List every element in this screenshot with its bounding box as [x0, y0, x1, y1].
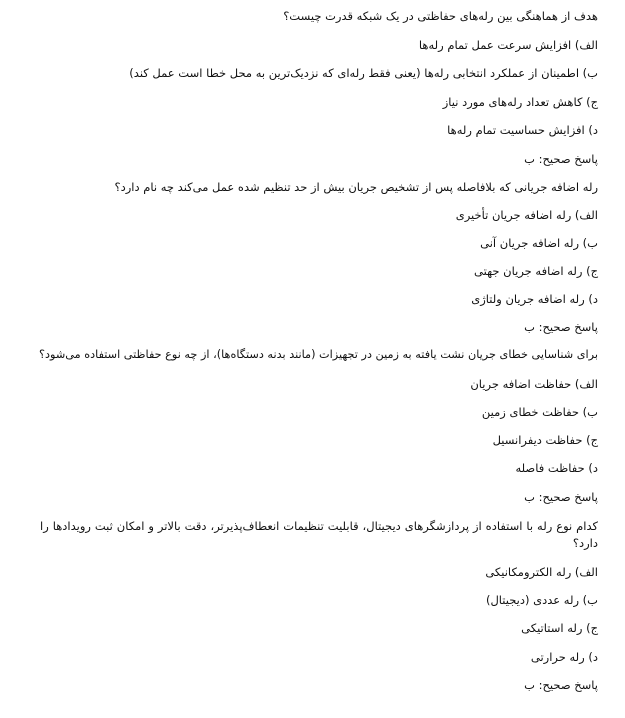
question-4-answer: پاسخ صحیح: ب: [524, 678, 598, 692]
question-3-option-a: الف) حفاظت اضافه جریان: [470, 377, 598, 391]
question-4-text: کدام نوع رله با استفاده از پردازشگرهای دیجیتال، قابلیت تنظیمات انعطاف‌پذیرتر، دقت بالاتر و امکان ثبت رویدادها را دارد؟: [40, 519, 598, 550]
question-1-option-a: الف) افزایش سرعت عمل تمام رله‌ها: [418, 38, 598, 52]
question-2-option-a: الف) رله اضافه جریان تأخیری: [455, 208, 598, 222]
question-2-answer: پاسخ صحیح: ب: [524, 320, 598, 334]
question-2-option-d: د) رله اضافه جریان ولتاژی: [471, 292, 598, 306]
question-3-option-d: د) حفاظت فاصله: [515, 461, 598, 475]
question-1-answer: پاسخ صحیح: ب: [524, 152, 598, 166]
question-1-option-c: ج) کاهش تعداد رله‌های مورد نیاز: [442, 95, 598, 109]
question-2-option-b: ب) رله اضافه جریان آنی: [480, 236, 598, 250]
question-3-option-b: ب) حفاظت خطای زمین: [481, 405, 598, 419]
question-3-text: برای شناسایی خطای جریان نشت یافته به زمین در تجهیزات (مانند بدنه دستگاه‌ها)، از چه نوع حفاظتی استفاده می‌شود؟: [39, 348, 598, 361]
question-1-option-d: د) افزایش حساسیت تمام رله‌ها: [447, 123, 598, 137]
question-4-option-b: ب) رله عددی (دیجیتال): [485, 593, 598, 607]
question-3-answer: پاسخ صحیح: ب: [524, 490, 598, 504]
question-1-text: هدف از هماهنگی بین رله‌های حفاظتی در یک شبکه قدرت چیست؟: [283, 9, 598, 23]
question-2-text: رله اضافه جریانی که بلافاصله پس از تشخیص جریان بیش از حد تنظیم شده عمل می‌کند چه نام دارد؟: [114, 180, 598, 194]
question-3-option-c: ج) حفاظت دیفرانسیل: [492, 433, 598, 447]
question-4-option-a: الف) رله الکترومکانیکی: [485, 565, 598, 579]
question-1-option-b: ب) اطمینان از عملکرد انتخابی رله‌ها (یعنی فقط رله‌ای که نزدیک‌ترین به محل خطا است عمل کند): [129, 66, 598, 80]
question-4-option-c: ج) رله استاتیکی: [521, 621, 598, 635]
question-4-option-d: د) رله حرارتی: [530, 650, 598, 664]
question-2-option-c: ج) رله اضافه جریان جهتی: [474, 264, 598, 278]
